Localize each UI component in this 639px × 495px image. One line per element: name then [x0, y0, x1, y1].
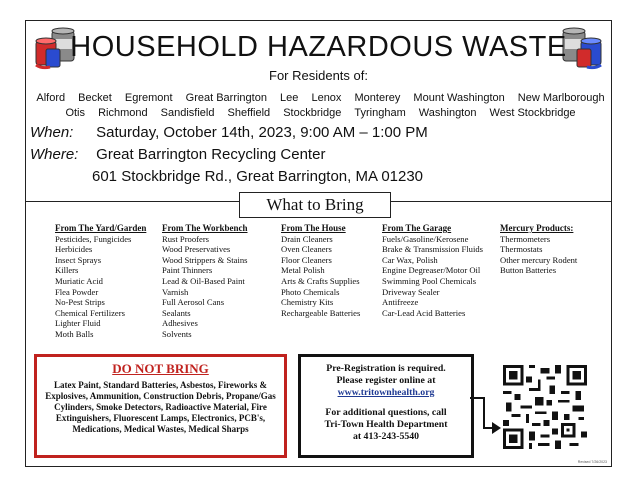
list-item: Swimming Pool Chemicals [382, 275, 477, 286]
list-item: Wood Strippers & Stains [162, 254, 248, 265]
list-item: Flea Powder [55, 286, 99, 297]
list-item: Driveway Sealer [382, 286, 440, 297]
list-item: Pesticides, Fungicides [55, 233, 132, 244]
list-item: Brake & Transmission Fluids [382, 244, 483, 255]
town-name: Mount Washington [413, 92, 505, 104]
town-name: Great Barrington [185, 92, 267, 104]
column-yard-garden [55, 223, 146, 340]
list-item: Herbicides [55, 244, 93, 255]
list-item: Antifreeze [382, 297, 419, 308]
event-where [30, 146, 325, 163]
list-item: Thermostats [500, 244, 543, 255]
list-item: Lighter Fluid [55, 318, 101, 329]
event-address: 601 Stockbridge Rd., Great Barrington, MA 01230 [92, 168, 424, 185]
do-not-bring-box [34, 354, 287, 458]
town-name: Becket [78, 92, 112, 104]
list-item: Oven Cleaners [281, 244, 332, 255]
column-title: Mercury Products: [500, 223, 574, 233]
list-item: Chemistry Kits [281, 297, 334, 308]
list-item: Chemical Fertilizers [55, 307, 125, 318]
town-name: Otis [65, 107, 85, 119]
list-item: Full Aerosol Cans [162, 297, 225, 308]
town-name: New Marlborough [517, 92, 605, 104]
list-item: Killers [55, 265, 79, 276]
revision-note: Revised 7/26/2023 [577, 460, 607, 464]
town-name: West Stockbridge [489, 107, 576, 119]
list-item: No-Pest Strips [55, 297, 105, 308]
column-workbench [162, 223, 248, 340]
list-item: Rust Proofers [162, 233, 210, 244]
list-item: Drain Cleaners [281, 233, 333, 244]
towns-row-1 [30, 92, 611, 104]
arrow-icon [468, 396, 502, 436]
prereg-line: For additional questions, call [325, 407, 447, 418]
what-to-bring-heading: What to Bring [239, 192, 391, 218]
column-garage [382, 223, 483, 318]
list-item: Thermometers [500, 233, 551, 244]
phone-number: at 413-243-5540 [352, 431, 420, 442]
list-item: Floor Cleaners [281, 254, 332, 265]
town-name: Lenox [311, 92, 342, 104]
page-title: HOUSEHOLD HAZARDOUS WASTE [70, 31, 567, 63]
list-item: Moth Balls [55, 328, 94, 339]
do-not-bring-title: DO NOT BRING [112, 361, 209, 376]
towns-row-2 [30, 107, 611, 119]
list-item: Varnish [162, 286, 189, 297]
column-title: From The Garage [382, 223, 452, 233]
page-subtitle: For Residents of: [269, 68, 368, 83]
list-item: Adhesives [162, 318, 198, 329]
column-mercury [500, 223, 577, 276]
prereg-line: Please register online at [336, 375, 436, 386]
do-not-bring-list: Latex Paint, Standard Batteries, Asbestos, Fireworks & Explosives, Ammunition, Construction Debris, Propane/Gas Cylinders, Smoke Detectors, Radioactive Material, Fire Extinguishers, Fluorescent Lamps, Electronics, PCB's, Medications, Medical Wastes, Medical Sharps [45, 380, 276, 434]
list-item: Car Wax, Polish [382, 254, 438, 265]
town-name: Alford [36, 92, 66, 104]
when-value: Saturday, October 14th, 2023, 9:00 AM – 1:00 PM [96, 124, 428, 141]
town-name: Stockbridge [283, 107, 342, 119]
list-item: Photo Chemicals [281, 286, 340, 297]
qr-code-icon[interactable] [503, 358, 587, 456]
column-title: From The House [281, 223, 346, 233]
flyer [25, 20, 612, 467]
list-item: Lead & Oil-Based Paint [162, 275, 245, 286]
column-house [281, 223, 360, 318]
pre-registration-box [298, 354, 474, 458]
when-label: When: [30, 124, 74, 141]
list-item: Insect Sprays [55, 254, 102, 265]
list-item: Metal Polish [281, 265, 325, 276]
where-label: Where: [30, 146, 79, 163]
town-name: Tyringham [354, 107, 406, 119]
where-value: Great Barrington Recycling Center [96, 146, 326, 163]
town-name: Egremont [124, 92, 173, 104]
list-item: Rechargeable Batteries [281, 307, 361, 318]
list-item: Car-Lead Acid Batteries [382, 307, 466, 318]
town-name: Sheffield [227, 107, 271, 119]
town-name: Lee [280, 92, 299, 104]
town-name: Monterey [354, 92, 401, 104]
town-name: Washington [418, 107, 477, 119]
list-item: Paint Thinners [162, 265, 213, 276]
list-item: Engine Degreaser/Motor Oil [382, 265, 481, 276]
column-title: From The Yard/Garden [55, 223, 147, 233]
list-item: Fuels/Gasoline/Kerosene [382, 233, 469, 244]
event-when [30, 124, 428, 141]
prereg-line: Pre-Registration is required. [326, 363, 446, 374]
list-item: Sealants [162, 307, 191, 318]
list-item: Arts & Crafts Supplies [281, 275, 360, 286]
town-name: Richmond [98, 107, 148, 119]
town-name: Sandisfield [160, 107, 215, 119]
list-item: Solvents [162, 328, 192, 339]
list-item: Other mercury Rodent [500, 254, 578, 265]
column-title: From The Workbench [162, 223, 248, 233]
list-item: Muriatic Acid [55, 275, 103, 286]
list-item: Wood Preservatives [162, 244, 231, 255]
registration-link[interactable]: www.tritownhealth.org [337, 387, 435, 398]
prereg-line: Tri-Town Health Department [324, 419, 448, 430]
list-item: Button Batteries [500, 265, 557, 276]
